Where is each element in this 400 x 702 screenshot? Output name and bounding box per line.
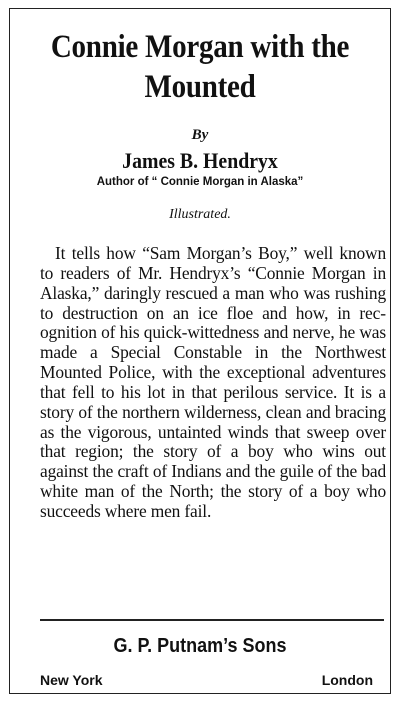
book-title: Connie Morgan with the Mounted xyxy=(50,29,350,105)
illustrated-note: Illustrated. xyxy=(169,207,231,222)
publisher-city-london: London xyxy=(321,672,373,688)
by-line: By xyxy=(191,127,209,143)
author-note: Author of “ Connie Morgan in Alaska” xyxy=(96,176,304,188)
book-description: It tells how “Sam Morgan’s Boy,” well known to readers of Mr. Hendryx’s “Connie Morgan in Alaska,” daringly rescued a man who was rushing to destruction on an ice floe and how, in recognition of his quick-wittedness and nerve, he was made a Special Constable in the Northwest Mounted Police, with the exceptional adventures that fell to his lot in that perilous service. It is a story of the northern wilderness, clean and bracing as the vigorous, untainted winds that sweep over that region; the story of a boy who wins out against the craft of Indians and the guile of the bad white man of the North; the story of a boy who succeeds where men fail. xyxy=(40,243,386,521)
author-name: James B. Hendryx xyxy=(122,148,278,173)
publisher-name: G. P. Putnam’s Sons xyxy=(113,635,287,657)
advertisement-frame xyxy=(9,8,391,694)
publisher-city-new-york: New York xyxy=(40,672,103,688)
divider-rule xyxy=(40,619,384,621)
